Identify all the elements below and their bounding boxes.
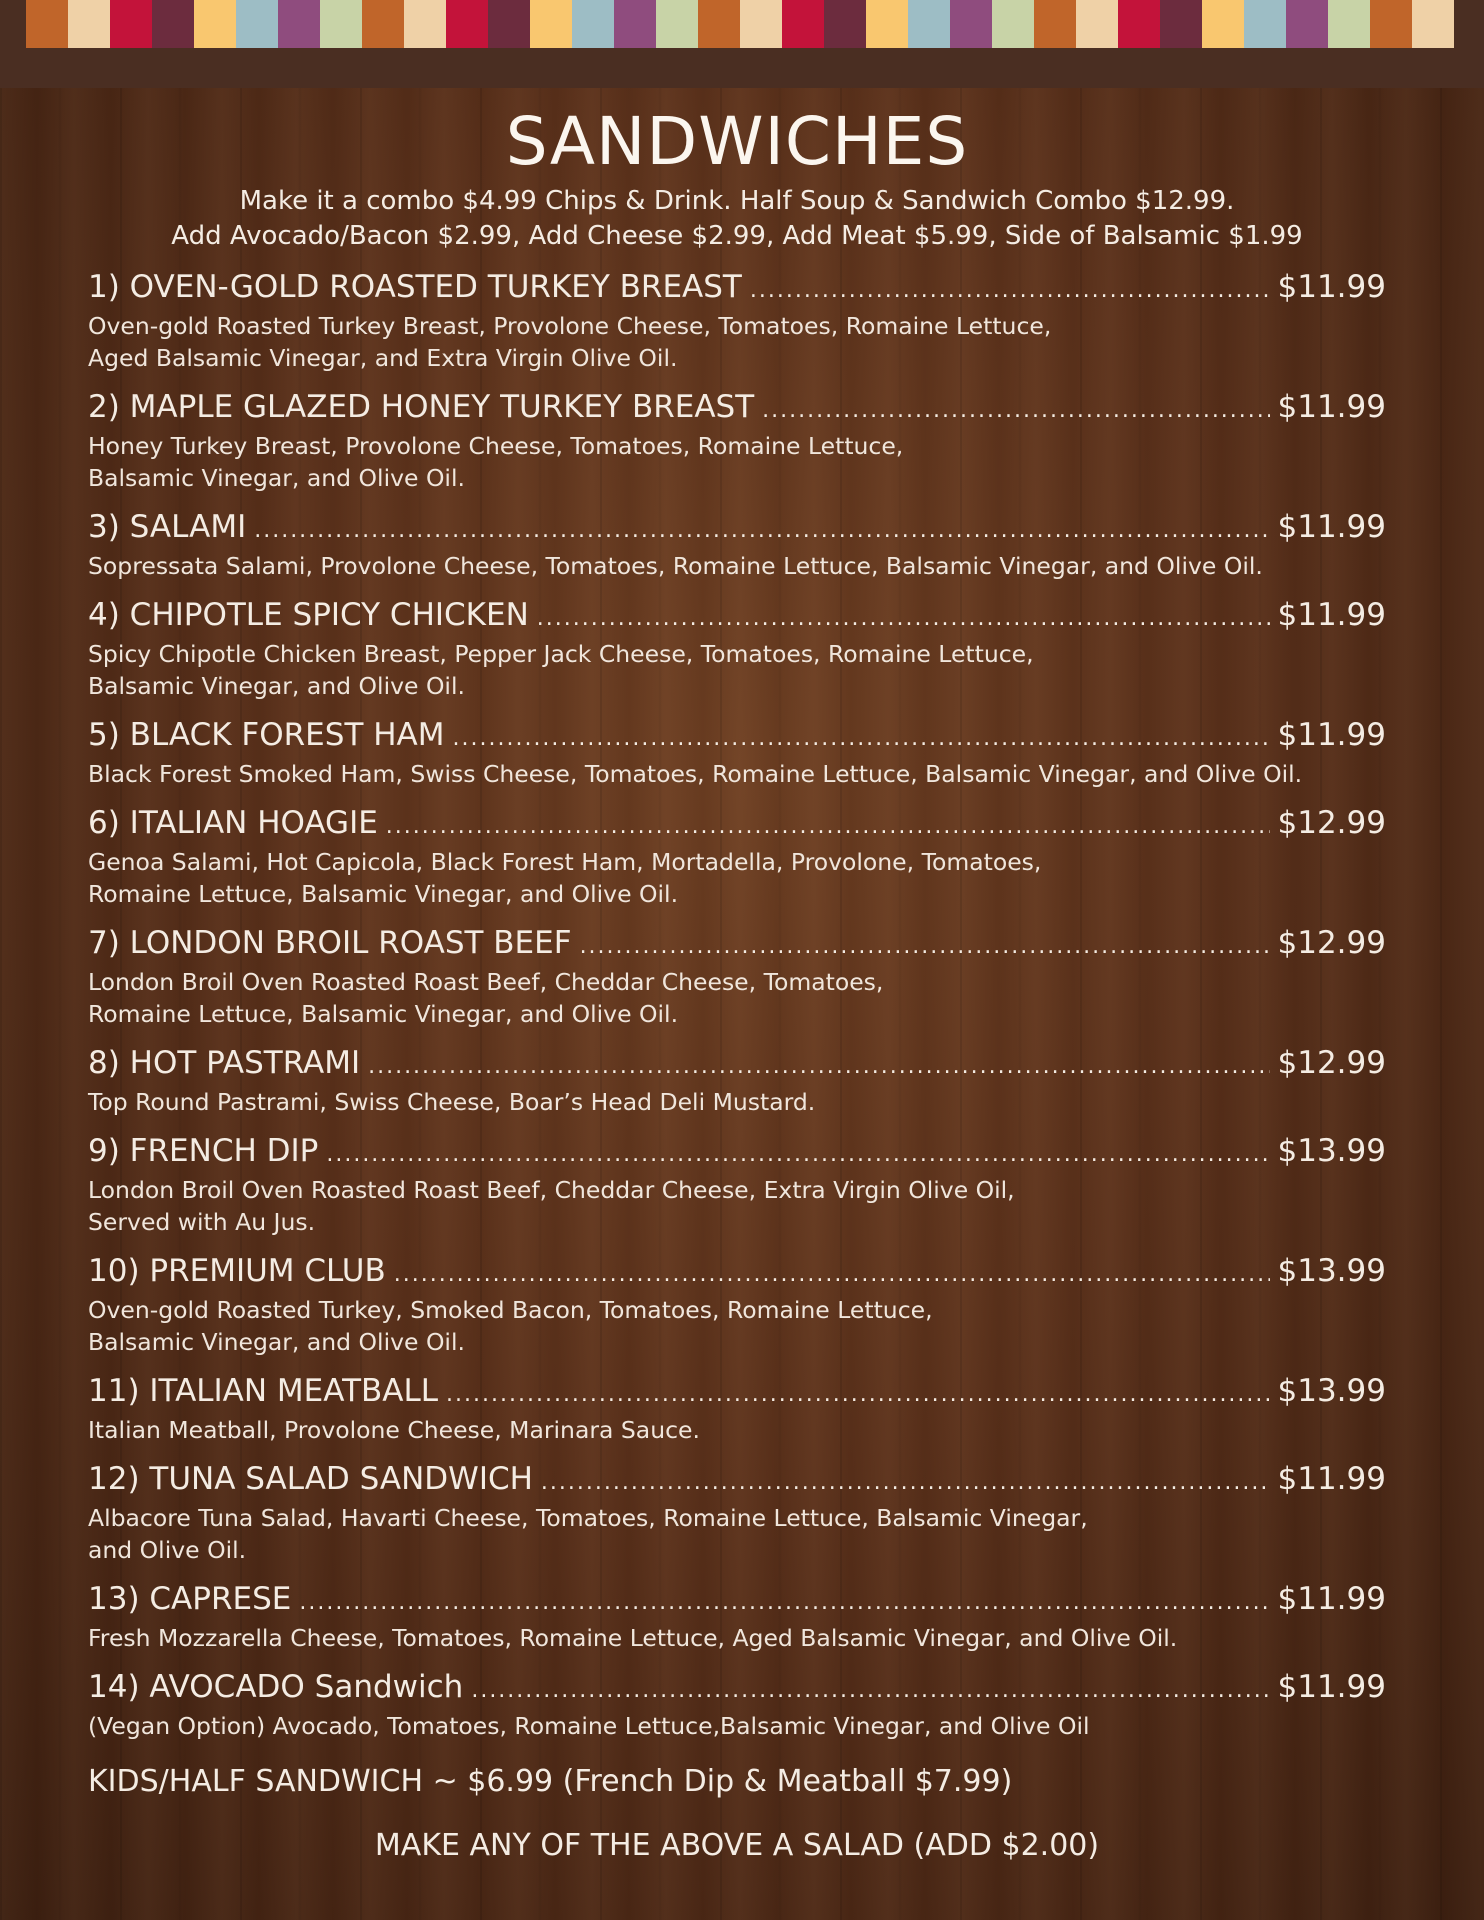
add-ons-info: Add Avocado/Bacon $2.99, Add Cheese $2.99, Add Meat $5.99, Side of Balsamic $1.99 xyxy=(171,221,1303,251)
dot-leader xyxy=(541,1464,1270,1502)
color-stripe xyxy=(908,0,950,48)
color-stripe xyxy=(1412,0,1454,48)
dot-leader xyxy=(326,1136,1269,1174)
menu-item-description: Honey Turkey Breast, Provolone Cheese, Tomatoes, Romaine Lettuce, Balsamic Vinegar, and Olive Oil. xyxy=(88,432,904,492)
menu-item-price: $13.99 xyxy=(1277,1253,1386,1289)
dot-leader xyxy=(254,512,1269,550)
color-stripe xyxy=(1034,0,1076,48)
color-stripe xyxy=(656,0,698,48)
combo-info: Make it a combo $4.99 Chips & Drink. Half Soup & Sandwich Combo $12.99. xyxy=(239,186,1235,216)
color-stripe xyxy=(68,0,110,48)
menu-item-description: London Broil Oven Roasted Roast Beef, Cheddar Cheese, Extra Virgin Olive Oil, Served with Au Jus. xyxy=(88,1176,1015,1236)
menu-item-list xyxy=(88,268,1386,1742)
color-stripe xyxy=(1160,0,1202,48)
menu-item-description: Sopressata Salami, Provolone Cheese, Tomatoes, Romaine Lettuce, Balsamic Vinegar, and Olive Oil. xyxy=(88,552,1263,580)
menu-item-header xyxy=(88,1252,1386,1294)
color-stripe xyxy=(1244,0,1286,48)
dot-leader xyxy=(471,1672,1269,1710)
dot-leader xyxy=(750,272,1270,310)
menu-item-name: 8) HOT PASTRAMI xyxy=(88,1045,361,1081)
menu-item-description: Oven-gold Roasted Turkey, Smoked Bacon, Tomatoes, Romaine Lettuce, Balsamic Vinegar, and Olive Oil. xyxy=(88,1296,933,1356)
menu-item-header xyxy=(88,1372,1386,1414)
color-stripe xyxy=(614,0,656,48)
menu-item-header xyxy=(88,596,1386,638)
menu-item xyxy=(88,1580,1386,1654)
color-stripe xyxy=(866,0,908,48)
dot-leader xyxy=(386,808,1270,846)
menu-item-price: $13.99 xyxy=(1277,1133,1386,1169)
menu-item xyxy=(88,804,1386,910)
menu-item-description: Genoa Salami, Hot Capicola, Black Forest Ham, Mortadella, Provolone, Tomatoes, Romaine Lettuce, Balsamic Vinegar, and Olive Oil. xyxy=(88,848,1042,908)
menu-item-name: 3) SALAMI xyxy=(88,509,247,545)
dot-leader xyxy=(762,392,1269,430)
menu-item-header xyxy=(88,1580,1386,1622)
menu-item-header xyxy=(88,716,1386,758)
menu-item-header xyxy=(88,388,1386,430)
menu-item xyxy=(88,1668,1386,1742)
menu-item-description: London Broil Oven Roasted Roast Beef, Cheddar Cheese, Tomatoes, Romaine Lettuce, Balsamic Vinegar, and Olive Oil. xyxy=(88,968,884,1028)
menu-item xyxy=(88,388,1386,494)
menu-item-price: $11.99 xyxy=(1277,269,1386,305)
menu-item-name: 5) BLACK FOREST HAM xyxy=(88,717,445,753)
menu-item-description: Albacore Tuna Salad, Havarti Cheese, Tomatoes, Romaine Lettuce, Balsamic Vinegar, and Olive Oil. xyxy=(88,1504,1088,1564)
color-stripe xyxy=(320,0,362,48)
menu-item xyxy=(88,268,1386,374)
menu-item xyxy=(88,1372,1386,1446)
menu-item-description: Italian Meatball, Provolone Cheese, Marinara Sauce. xyxy=(88,1416,700,1444)
menu-item xyxy=(88,508,1386,582)
menu-item xyxy=(88,716,1386,790)
menu-item-price: $12.99 xyxy=(1277,925,1386,961)
color-stripe xyxy=(950,0,992,48)
dot-leader xyxy=(299,1584,1269,1622)
menu-item-header xyxy=(88,924,1386,966)
color-stripe xyxy=(992,0,1034,48)
menu-item-price: $12.99 xyxy=(1277,805,1386,841)
menu-item-name: 10) PREMIUM CLUB xyxy=(88,1253,386,1289)
menu-content xyxy=(88,100,1386,1866)
color-stripe xyxy=(530,0,572,48)
menu-item-description: (Vegan Option) Avocado, Tomatoes, Romaine Lettuce,Balsamic Vinegar, and Olive Oil xyxy=(88,1712,1090,1740)
color-stripe xyxy=(26,0,68,48)
color-stripe xyxy=(1076,0,1118,48)
menu-item-name: 14) AVOCADO Sandwich xyxy=(88,1669,464,1705)
menu-item xyxy=(88,1252,1386,1358)
menu-item-description: Spicy Chipotle Chicken Breast, Pepper Jack Cheese, Tomatoes, Romaine Lettuce, Balsamic Vinegar, and Olive Oil. xyxy=(88,640,1034,700)
color-stripe xyxy=(1328,0,1370,48)
menu-item-header xyxy=(88,804,1386,846)
color-stripe xyxy=(404,0,446,48)
menu-item xyxy=(88,1460,1386,1566)
menu-item-name: 13) CAPRESE xyxy=(88,1581,292,1617)
dot-leader xyxy=(446,1376,1269,1414)
menu-item xyxy=(88,1044,1386,1118)
color-stripe xyxy=(110,0,152,48)
menu-item-description: Fresh Mozzarella Cheese, Tomatoes, Romaine Lettuce, Aged Balsamic Vinegar, and Olive Oil. xyxy=(88,1624,1178,1652)
menu-item-header xyxy=(88,1460,1386,1502)
color-stripe xyxy=(740,0,782,48)
menu-item-header xyxy=(88,1132,1386,1174)
menu-item-price: $11.99 xyxy=(1277,509,1386,545)
color-stripe xyxy=(824,0,866,48)
color-stripe xyxy=(194,0,236,48)
color-stripe-band xyxy=(26,0,1454,48)
color-stripe xyxy=(1370,0,1412,48)
menu-item-description: Oven-gold Roasted Turkey Breast, Provolone Cheese, Tomatoes, Romaine Lettuce, Aged Balsamic Vinegar, and Extra Virgin Olive Oil. xyxy=(88,312,1052,372)
top-banner xyxy=(0,0,1484,88)
dot-leader xyxy=(368,1048,1269,1086)
menu-item-header xyxy=(88,1044,1386,1086)
menu-item-header xyxy=(88,1668,1386,1710)
menu-item-description: Top Round Pastrami, Swiss Cheese, Boar’s Head Deli Mustard. xyxy=(88,1088,816,1116)
color-stripe xyxy=(152,0,194,48)
menu-item xyxy=(88,596,1386,702)
color-stripe xyxy=(1286,0,1328,48)
menu-item-name: 2) MAPLE GLAZED HONEY TURKEY BREAST xyxy=(88,389,755,425)
color-stripe xyxy=(278,0,320,48)
kids-half-note: KIDS/HALF SANDWICH ~ $6.99 (French Dip & Meatball $7.99) xyxy=(88,1764,1013,1799)
menu-item-name: 4) CHIPOTLE SPICY CHICKEN xyxy=(88,597,529,633)
menu-item-price: $11.99 xyxy=(1277,1581,1386,1617)
color-stripe xyxy=(572,0,614,48)
menu-item-name: 11) ITALIAN MEATBALL xyxy=(88,1373,439,1409)
menu-item-header xyxy=(88,508,1386,550)
dot-leader xyxy=(453,720,1270,758)
menu-item-price: $11.99 xyxy=(1277,717,1386,753)
salad-note: MAKE ANY OF THE ABOVE A SALAD (ADD $2.00) xyxy=(374,1828,1100,1863)
color-stripe xyxy=(1118,0,1160,48)
menu-item-name: 6) ITALIAN HOAGIE xyxy=(88,805,378,841)
color-stripe xyxy=(236,0,278,48)
menu-item-name: 12) TUNA SALAD SANDWICH xyxy=(88,1461,533,1497)
menu-item-header xyxy=(88,268,1386,310)
color-stripe xyxy=(698,0,740,48)
menu-item-price: $11.99 xyxy=(1277,597,1386,633)
menu-item-price: $11.99 xyxy=(1277,389,1386,425)
menu-item xyxy=(88,1132,1386,1238)
dot-leader xyxy=(394,1256,1270,1294)
color-stripe xyxy=(782,0,824,48)
color-stripe xyxy=(446,0,488,48)
menu-item-name: 1) OVEN-GOLD ROASTED TURKEY BREAST xyxy=(88,269,742,305)
menu-item-price: $11.99 xyxy=(1277,1669,1386,1705)
dot-leader xyxy=(537,600,1270,638)
menu-item-description: Black Forest Smoked Ham, Swiss Cheese, Tomatoes, Romaine Lettuce, Balsamic Vinegar, and Olive Oil. xyxy=(88,760,1303,788)
menu-item-name: 7) LONDON BROIL ROAST BEEF xyxy=(88,925,572,961)
menu-item-price: $13.99 xyxy=(1277,1373,1386,1409)
color-stripe xyxy=(1202,0,1244,48)
menu-item xyxy=(88,924,1386,1030)
color-stripe xyxy=(362,0,404,48)
color-stripe xyxy=(488,0,530,48)
page-title: SANDWICHES xyxy=(505,103,969,180)
menu-item-name: 9) FRENCH DIP xyxy=(88,1133,319,1169)
menu-item-price: $11.99 xyxy=(1277,1461,1386,1497)
dot-leader xyxy=(580,928,1270,966)
menu-item-price: $12.99 xyxy=(1277,1045,1386,1081)
